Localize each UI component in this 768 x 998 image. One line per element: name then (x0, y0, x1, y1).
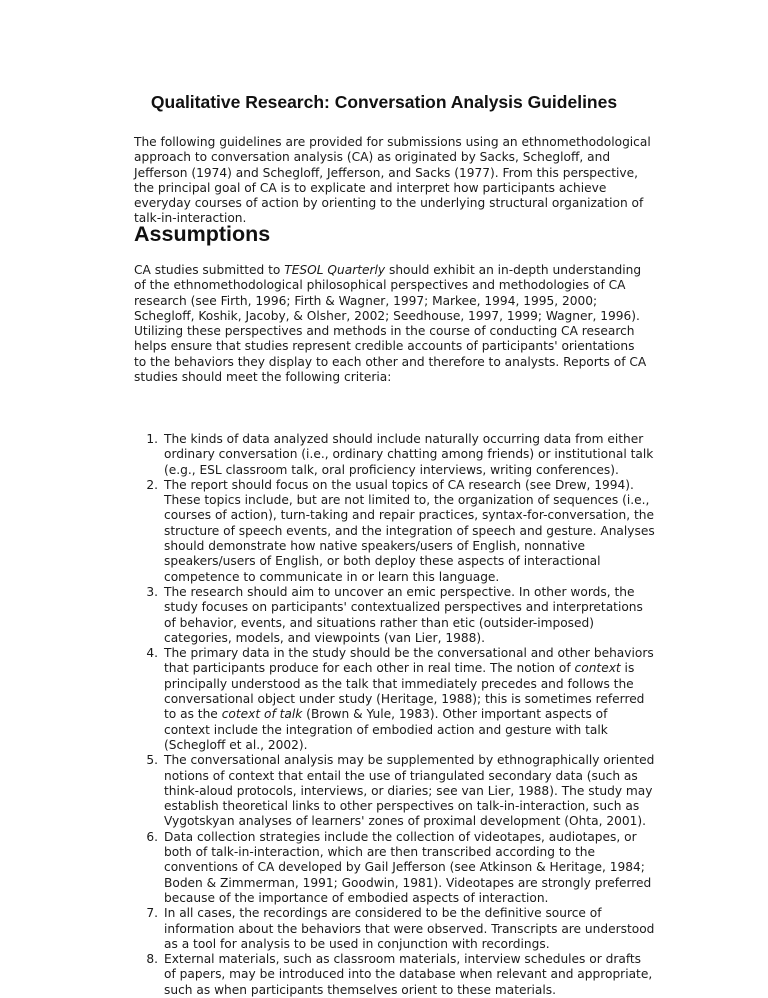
list-item (134, 432, 656, 478)
italic-term-context: context (574, 661, 621, 676)
section-heading-assumptions: Assumptions (134, 222, 271, 246)
list-item-text: The research should aim to uncover an emic perspective. In other words, the study focuses on participants' contextualized perspectives and interpretations of behavior, events, and situations rather than etic (outsider-imposed) categories, models, and viewpoints (van Lier, 1988). (164, 584, 643, 645)
assumptions-text-before: CA studies submitted to (134, 263, 285, 277)
criteria-list (134, 432, 656, 998)
list-item-text-part: (Brown & Yule, 1983). Other important aspects of context include the integration of embodied action and gesture with talk (Schegloff et al., 2002). (164, 707, 608, 752)
assumptions-text-after: should exhibit an in-depth understanding of the ethnomethodological philosophical perspectives and methodologies of CA research (see Firth, 1996; Firth & Wagner, 1997; Markee, 1994, 1995, 2000; Schegloff, Koshik, Jacoby, & Olsher, 2002; Seedhouse, 1997, 1999; Wagner, 1996). Utilizing these perspectives and methods in the course of conducting CA research helps ensure that studies represent credible accounts of participants' orientations to the behaviors they display to each other and therefore to analysts. Reports of CA studies should meet the following criteria: (134, 263, 647, 385)
page-title: Qualitative Research: Conversation Analysis Guidelines (150, 92, 618, 112)
list-item-number: 7. (146, 906, 158, 921)
list-item-text: The report should focus on the usual topics of CA research (see Drew, 1994). These topics include, but are not limited to, the organization of sequences (i.e., courses of action), turn-taking and repair practices, syntax-for-conversation, the structure of speech events, and the integration of speech and gesture. Analyses should demonstrate how native speakers/users of English, nonnative speakers/users of English, or both deploy these aspects of interactional competence to communicate in or learn this language. (164, 477, 655, 584)
journal-title: TESOL Quarterly (284, 263, 386, 277)
list-item-number: 8. (146, 952, 158, 967)
list-item (134, 753, 656, 829)
list-item-text: In all cases, the recordings are considered to be the definitive source of information about the behaviors that were observed. Transcripts are understood as a tool for analysis to be used in conjunction with recordings. (164, 906, 655, 951)
list-item-text: External materials, such as classroom materials, interview schedules or drafts of papers, may be introduced into the database when relevant and appropriate, such as when participants themselves orient to these materials. (164, 952, 653, 997)
list-item-number: 3. (146, 584, 158, 599)
list-item (134, 478, 656, 585)
list-item-text-part: is principally understood as the talk that immediately precedes and follows the conversational object under study (Heritage, 1988); this is sometimes referred to as the (164, 661, 645, 722)
list-item (134, 906, 656, 952)
list-item-text: Data collection strategies include the collection of videotapes, audiotapes, or both of talk-in-interaction, which are then transcribed according to the conventions of CA developed by Gail Jefferson (see Atkinson & Heritage, 1984; Boden & Zimmerman, 1991; Goodwin, 1981). Videotapes are strongly preferred because of the importance of embodied aspects of interaction. (164, 829, 652, 905)
list-item-number: 2. (146, 477, 158, 492)
list-item-text (164, 646, 654, 752)
italic-term-cotext: cotext of talk (221, 707, 303, 722)
list-item (134, 585, 656, 646)
list-item-number: 4. (146, 646, 158, 661)
list-item-text-part: The primary data in the study should be the conversational and other behaviors that participants produce for each other in real time. The notion of (164, 646, 654, 676)
list-item-text: The kinds of data analyzed should include naturally occurring data from either ordinary conversation (i.e., ordinary chatting among friends) or institutional talk (e.g., ESL classroom talk, oral proficiency interviews, writing conferences). (164, 432, 654, 477)
list-item-number: 1. (146, 432, 158, 446)
assumptions-paragraph (134, 263, 648, 385)
list-item (134, 830, 656, 906)
intro-paragraph: The following guidelines are provided for submissions using an ethnomethodological approach to conversation analysis (CA) as originated by Sacks, Schegloff, and Jefferson (1974) and Schegloff, Jefferson, and Sacks (1977). From this perspective, the principal goal of CA is to explicate and interpret how participants achieve everyday courses of action by orienting to the underlying structural organization of talk-in-interaction. (134, 135, 651, 226)
list-item-text: The conversational analysis may be supplemented by ethnographically oriented notions of context that entail the use of triangulated secondary data (such as think-aloud protocols, interviews, or diaries; see van Lier, 1988). The study may establish theoretical links to other perspectives on talk-in-interaction, such as Vygotskyan analyses of learners' zones of proximal development (Ohta, 2001). (164, 753, 655, 829)
list-item (134, 646, 656, 753)
list-item (134, 952, 656, 998)
list-item-number: 6. (146, 829, 158, 844)
list-item-number: 5. (146, 753, 158, 768)
